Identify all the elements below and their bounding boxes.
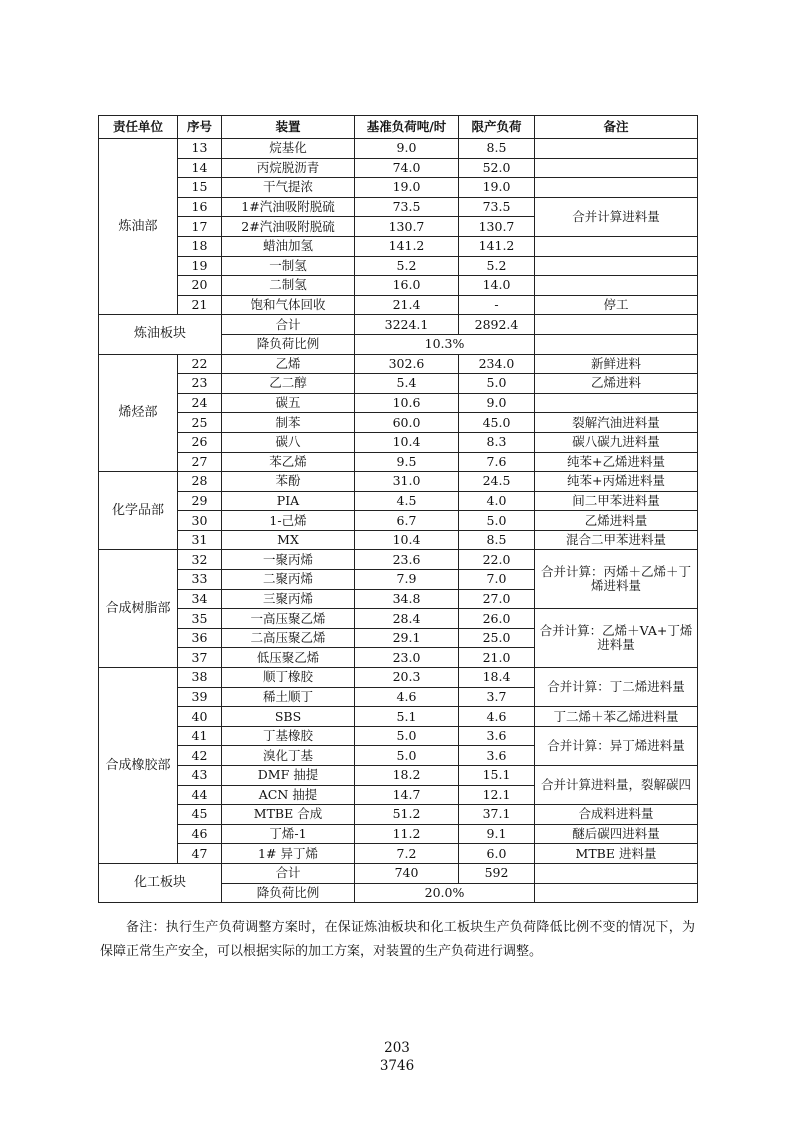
- note-cell: 裂解汽油进料量: [535, 413, 698, 433]
- note-cell: [535, 236, 698, 256]
- table-row: [99, 276, 698, 296]
- device-cell: 碳八: [222, 432, 355, 452]
- seq-cell: 32: [178, 550, 222, 570]
- note-cell: 乙烯进料量: [535, 511, 698, 531]
- base-cell: 5.1: [355, 707, 459, 727]
- limit-cell: 24.5: [459, 472, 535, 492]
- base-cell: 21.4: [355, 295, 459, 315]
- footnote: 备注：执行生产负荷调整方案时，在保证炼油板块和化工板块生产负荷降低比例不变的情况下，为保障正常生产安全，可以根据实际的加工方案，对装置的生产负荷进行调整。: [100, 920, 695, 959]
- base-cell: 10.4: [355, 432, 459, 452]
- device-cell: 干气提浓: [222, 178, 355, 198]
- device-cell: PIA: [222, 491, 355, 511]
- device-cell: DMF 抽提: [222, 766, 355, 786]
- base-cell: 4.5: [355, 491, 459, 511]
- seq-cell: 44: [178, 785, 222, 805]
- seq-cell: 36: [178, 628, 222, 648]
- device-cell: ACN 抽提: [222, 785, 355, 805]
- note-cell: [535, 178, 698, 198]
- base-cell: 20.3: [355, 668, 459, 688]
- table-row: [99, 452, 698, 472]
- table-row: [99, 432, 698, 452]
- seq-cell: 31: [178, 530, 222, 550]
- table-row: [99, 491, 698, 511]
- seq-cell: 18: [178, 236, 222, 256]
- table-row: [99, 256, 698, 276]
- seq-cell: 24: [178, 393, 222, 413]
- total-base: 3224.1: [355, 315, 459, 335]
- table-row: [99, 766, 698, 786]
- note-cell: 纯苯+乙烯进料量: [535, 452, 698, 472]
- limit-cell: 3.6: [459, 746, 535, 766]
- seq-cell: 22: [178, 354, 222, 374]
- seq-cell: 38: [178, 668, 222, 688]
- base-cell: 18.2: [355, 766, 459, 786]
- base-cell: 5.4: [355, 374, 459, 394]
- device-cell: 乙二醇: [222, 374, 355, 394]
- device-cell: 1-己烯: [222, 511, 355, 531]
- limit-cell: 15.1: [459, 766, 535, 786]
- total-label: 合计: [222, 863, 355, 883]
- seq-cell: 23: [178, 374, 222, 394]
- limit-cell: 14.0: [459, 276, 535, 296]
- device-cell: 低压聚乙烯: [222, 648, 355, 668]
- seq-cell: 17: [178, 217, 222, 237]
- table-row: [99, 668, 698, 688]
- note-cell: [535, 139, 698, 159]
- note-cell: 合成料进料量: [535, 805, 698, 825]
- table-row: [99, 824, 698, 844]
- base-cell: 7.9: [355, 570, 459, 590]
- seq-cell: 43: [178, 766, 222, 786]
- limit-cell: 22.0: [459, 550, 535, 570]
- seq-cell: 41: [178, 726, 222, 746]
- seq-cell: 20: [178, 276, 222, 296]
- limit-cell: 27.0: [459, 589, 535, 609]
- limit-cell: 7.6: [459, 452, 535, 472]
- base-cell: 5.0: [355, 726, 459, 746]
- base-cell: 4.6: [355, 687, 459, 707]
- limit-cell: 141.2: [459, 236, 535, 256]
- unit-cell: 化学品部: [99, 472, 178, 550]
- seq-cell: 35: [178, 609, 222, 629]
- base-cell: 51.2: [355, 805, 459, 825]
- base-cell: 60.0: [355, 413, 459, 433]
- subtotal-row: [99, 863, 698, 883]
- seq-cell: 37: [178, 648, 222, 668]
- base-cell: 73.5: [355, 197, 459, 217]
- note-cell: [535, 276, 698, 296]
- limit-cell: 9.1: [459, 824, 535, 844]
- limit-cell: 52.0: [459, 158, 535, 178]
- device-cell: 二聚丙烯: [222, 570, 355, 590]
- base-cell: 10.4: [355, 530, 459, 550]
- limit-cell: 9.0: [459, 393, 535, 413]
- seq-cell: 28: [178, 472, 222, 492]
- device-cell: MTBE 合成: [222, 805, 355, 825]
- base-cell: 302.6: [355, 354, 459, 374]
- limit-cell: 5.0: [459, 374, 535, 394]
- base-cell: 23.6: [355, 550, 459, 570]
- note-cell: 乙烯进料: [535, 374, 698, 394]
- base-cell: 5.0: [355, 746, 459, 766]
- seq-cell: 21: [178, 295, 222, 315]
- seq-cell: 42: [178, 746, 222, 766]
- device-cell: SBS: [222, 707, 355, 727]
- base-cell: 9.5: [355, 452, 459, 472]
- header-base-load: 基准负荷吨/时: [355, 116, 459, 139]
- seq-cell: 30: [178, 511, 222, 531]
- ratio-value: 10.3%: [355, 334, 535, 354]
- seq-cell: 47: [178, 844, 222, 864]
- base-cell: 141.2: [355, 236, 459, 256]
- seq-cell: 33: [178, 570, 222, 590]
- page-number: 203: [384, 1040, 410, 1056]
- unit-cell: 烯烃部: [99, 354, 178, 472]
- header-limit-load: 限产负荷: [459, 116, 535, 139]
- note-cell: [535, 883, 698, 903]
- device-cell: 乙烯: [222, 354, 355, 374]
- table-row: [99, 550, 698, 570]
- table-row: [99, 374, 698, 394]
- device-cell: 苯乙烯: [222, 452, 355, 472]
- table-row: [99, 805, 698, 825]
- note-cell: 间二甲苯进料量: [535, 491, 698, 511]
- base-cell: 11.2: [355, 824, 459, 844]
- total-label: 合计: [222, 315, 355, 335]
- base-cell: 28.4: [355, 609, 459, 629]
- ratio-label: 降负荷比例: [222, 334, 355, 354]
- table-row: [99, 413, 698, 433]
- seq-cell: 19: [178, 256, 222, 276]
- limit-cell: 25.0: [459, 628, 535, 648]
- note-cell: 合并计算：丙烯＋乙烯＋丁烯进料量: [535, 550, 698, 609]
- note-cell: [535, 393, 698, 413]
- note-cell: 新鲜进料: [535, 354, 698, 374]
- block-label: 化工板块: [99, 863, 222, 902]
- header-note: 备注: [535, 116, 698, 139]
- header-device: 装置: [222, 116, 355, 139]
- table-row: [99, 530, 698, 550]
- device-cell: 1# 异丁烯: [222, 844, 355, 864]
- table-row: [99, 844, 698, 864]
- table-row: [99, 295, 698, 315]
- table-row: [99, 707, 698, 727]
- limit-cell: 4.6: [459, 707, 535, 727]
- base-cell: 31.0: [355, 472, 459, 492]
- table-row: [99, 472, 698, 492]
- device-cell: 二高压聚乙烯: [222, 628, 355, 648]
- seq-cell: 45: [178, 805, 222, 825]
- unit-cell: 合成橡胶部: [99, 668, 178, 864]
- device-cell: 1#汽油吸附脱硫: [222, 197, 355, 217]
- limit-cell: 26.0: [459, 609, 535, 629]
- base-cell: 14.7: [355, 785, 459, 805]
- note-cell: 合并计算：乙烯＋VA+丁烯进料量: [535, 609, 698, 668]
- note-cell: [535, 863, 698, 883]
- note-cell: 停工: [535, 295, 698, 315]
- base-cell: 9.0: [355, 139, 459, 159]
- limit-cell: 21.0: [459, 648, 535, 668]
- seq-cell: 15: [178, 178, 222, 198]
- base-cell: 6.7: [355, 511, 459, 531]
- limit-cell: 37.1: [459, 805, 535, 825]
- total-limit: 2892.4: [459, 315, 535, 335]
- device-cell: 溴化丁基: [222, 746, 355, 766]
- device-cell: 一制氢: [222, 256, 355, 276]
- seq-cell: 27: [178, 452, 222, 472]
- seq-cell: 46: [178, 824, 222, 844]
- device-cell: 丁烯-1: [222, 824, 355, 844]
- table-row: [99, 354, 698, 374]
- note-cell: 合并计算：异丁烯进料量: [535, 726, 698, 765]
- device-cell: 顺丁橡胶: [222, 668, 355, 688]
- limit-cell: 8.5: [459, 139, 535, 159]
- device-cell: 三聚丙烯: [222, 589, 355, 609]
- base-cell: 130.7: [355, 217, 459, 237]
- seq-cell: 13: [178, 139, 222, 159]
- device-cell: 碳五: [222, 393, 355, 413]
- limit-cell: 8.5: [459, 530, 535, 550]
- table-row: [99, 236, 698, 256]
- ratio-label: 降负荷比例: [222, 883, 355, 903]
- device-cell: 烷基化: [222, 139, 355, 159]
- subtotal-row: [99, 315, 698, 335]
- limit-cell: 234.0: [459, 354, 535, 374]
- device-cell: 饱和气体回收: [222, 295, 355, 315]
- block-label: 炼油板块: [99, 315, 222, 354]
- limit-cell: 7.0: [459, 570, 535, 590]
- note-cell: 醚后碳四进料量: [535, 824, 698, 844]
- note-cell: [535, 315, 698, 335]
- device-cell: 苯酚: [222, 472, 355, 492]
- seq-cell: 40: [178, 707, 222, 727]
- note-cell: 碳八碳九进料量: [535, 432, 698, 452]
- device-cell: 一高压聚乙烯: [222, 609, 355, 629]
- table-row: [99, 511, 698, 531]
- seq-cell: 25: [178, 413, 222, 433]
- limit-cell: 45.0: [459, 413, 535, 433]
- device-cell: MX: [222, 530, 355, 550]
- base-cell: 34.8: [355, 589, 459, 609]
- note-cell: 混合二甲苯进料量: [535, 530, 698, 550]
- device-cell: 蜡油加氢: [222, 236, 355, 256]
- base-cell: 10.6: [355, 393, 459, 413]
- document-page-number: 3746: [379, 1058, 415, 1074]
- base-cell: 7.2: [355, 844, 459, 864]
- table-header-row: [99, 116, 698, 139]
- note-cell: 合并计算进料量，裂解碳四: [535, 766, 698, 805]
- seq-cell: 34: [178, 589, 222, 609]
- base-cell: 29.1: [355, 628, 459, 648]
- limit-cell: 3.6: [459, 726, 535, 746]
- note-cell: 丁二烯＋苯乙烯进料量: [535, 707, 698, 727]
- note-cell: MTBE 进料量: [535, 844, 698, 864]
- device-cell: 制苯: [222, 413, 355, 433]
- seq-cell: 16: [178, 197, 222, 217]
- seq-cell: 14: [178, 158, 222, 178]
- device-cell: 稀土顺丁: [222, 687, 355, 707]
- limit-cell: 19.0: [459, 178, 535, 198]
- header-unit: 责任单位: [99, 116, 178, 139]
- limit-cell: 12.1: [459, 785, 535, 805]
- table-row: [99, 393, 698, 413]
- base-cell: 19.0: [355, 178, 459, 198]
- seq-cell: 26: [178, 432, 222, 452]
- table-row: [99, 178, 698, 198]
- note-cell: 纯苯+丙烯进料量: [535, 472, 698, 492]
- limit-cell: 130.7: [459, 217, 535, 237]
- header-seq: 序号: [178, 116, 222, 139]
- note-cell: 合并计算：丁二烯进料量: [535, 668, 698, 707]
- table-row: [99, 609, 698, 629]
- limit-cell: 5.2: [459, 256, 535, 276]
- device-cell: 一聚丙烯: [222, 550, 355, 570]
- total-base: 740: [355, 863, 459, 883]
- seq-cell: 39: [178, 687, 222, 707]
- unit-cell: 合成树脂部: [99, 550, 178, 668]
- base-cell: 23.0: [355, 648, 459, 668]
- base-cell: 74.0: [355, 158, 459, 178]
- seq-cell: 29: [178, 491, 222, 511]
- device-cell: 丙烷脱沥青: [222, 158, 355, 178]
- base-cell: 5.2: [355, 256, 459, 276]
- limit-cell: 6.0: [459, 844, 535, 864]
- limit-cell: 3.7: [459, 687, 535, 707]
- table-row: [99, 197, 698, 217]
- limit-cell: 8.3: [459, 432, 535, 452]
- base-cell: 16.0: [355, 276, 459, 296]
- limit-cell: 18.4: [459, 668, 535, 688]
- device-cell: 丁基橡胶: [222, 726, 355, 746]
- limit-cell: 73.5: [459, 197, 535, 217]
- note-cell: [535, 334, 698, 354]
- note-cell: [535, 256, 698, 276]
- table-row: [99, 158, 698, 178]
- load-table: [98, 115, 698, 903]
- limit-cell: -: [459, 295, 535, 315]
- ratio-value: 20.0%: [355, 883, 535, 903]
- device-cell: 2#汽油吸附脱硫: [222, 217, 355, 237]
- note-cell: [535, 158, 698, 178]
- unit-cell: 炼油部: [99, 139, 178, 315]
- limit-cell: 4.0: [459, 491, 535, 511]
- table-row: [99, 726, 698, 746]
- total-limit: 592: [459, 863, 535, 883]
- device-cell: 二制氢: [222, 276, 355, 296]
- table-row: [99, 139, 698, 159]
- limit-cell: 5.0: [459, 511, 535, 531]
- note-cell: 合并计算进料量: [535, 197, 698, 236]
